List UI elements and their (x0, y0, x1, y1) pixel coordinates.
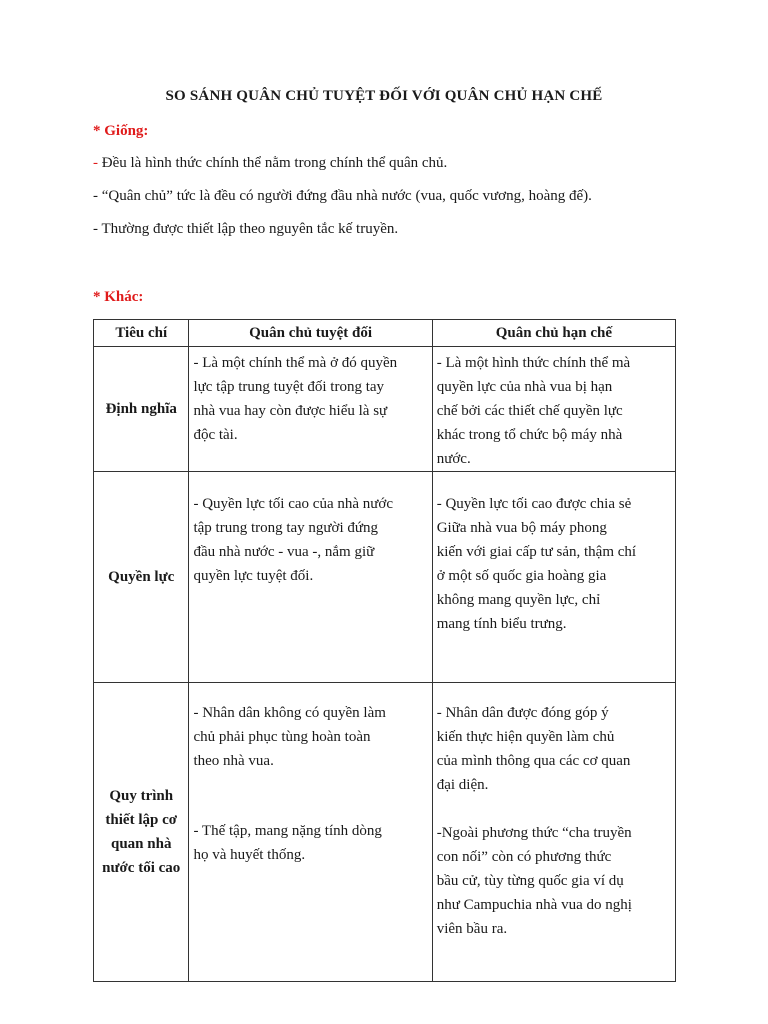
similar-item-text: “Quân chủ” tức là đều có người đứng đầu nhà nước (vua, quốc vương, hoàng đế). (98, 188, 592, 204)
absolute-text-part2: - Thế tập, mang nặng tính dòng họ và huyết thống. (193, 823, 382, 863)
header-criterion: Tiêu chí (94, 320, 189, 347)
criterion-text: Quyền lực (108, 569, 175, 585)
limited-cell (432, 472, 675, 683)
similar-item (93, 221, 398, 238)
bullet-dash: - (93, 188, 98, 204)
limited-text: - Là một hình thức chính thể mà quyền lực của nhà vua bị hạn chế bởi các thiết chế quyền lực khác trong tổ chức bộ máy nhà nước. (436, 355, 631, 467)
spacer (437, 797, 671, 821)
limited-cell (432, 683, 675, 982)
spacer (193, 773, 427, 819)
similar-item (93, 155, 447, 172)
page-title: SO SÁNH QUÂN CHỦ TUYỆT ĐỐI VỚI QUÂN CHỦ HẠN CHẾ (165, 88, 603, 104)
absolute-cell (189, 683, 432, 982)
limited-text: - Quyền lực tối cao được chia sẻ Giữa nhà vua bộ máy phong kiến với giai cấp tư sản, thậm chí ở một số quốc gia hoàng gia không mang quyền lực, chỉ mang tính biểu trưng. (436, 496, 637, 632)
absolute-text: - Là một chính thể mà ở đó quyền lực tập trung tuyệt đối trong tay nhà vua hay còn được hiểu là sự độc tài. (193, 355, 398, 443)
absolute-text-part1: - Nhân dân không có quyền làm chủ phải phục tùng hoàn toàn theo nhà vua. (193, 705, 386, 769)
criterion-cell (94, 472, 189, 683)
bullet-dash: - (93, 155, 98, 171)
limited-text-part2: -Ngoài phương thức “cha truyền con nối” còn có phương thức bầu cử, tùy từng quốc gia ví dụ như Campuchia nhà vua do nghị viên bầu ra. (436, 825, 632, 937)
criterion-text: Quy trình thiết lập cơ quan nhà nước tối cao (102, 788, 181, 876)
similar-item (93, 188, 592, 205)
limited-text-part1: - Nhân dân được đóng góp ý kiến thực hiện quyền làm chủ của mình thông qua các cơ quan đại diện. (436, 705, 631, 793)
similar-item-text: Thường được thiết lập theo nguyên tắc kế truyền. (98, 221, 399, 237)
criterion-cell (94, 683, 189, 982)
comparison-table (93, 319, 676, 982)
table-header-row (94, 320, 676, 347)
limited-cell (432, 347, 675, 472)
absolute-cell (189, 347, 432, 472)
criterion-cell (94, 347, 189, 472)
similar-item-text: Đều là hình thức chính thể nằm trong chính thể quân chủ. (98, 155, 448, 171)
criterion-text: Định nghĩa (105, 401, 177, 417)
similar-heading: * Giống: (93, 123, 149, 139)
header-limited: Quân chủ hạn chế (432, 320, 675, 347)
absolute-text: - Quyền lực tối cao của nhà nước tập trung trong tay người đứng đầu nhà nước - vua -, nắm giữ quyền lực tuyệt đối. (193, 496, 393, 584)
header-absolute: Quân chủ tuyệt đối (189, 320, 432, 347)
table-row (94, 347, 676, 472)
table-row (94, 472, 676, 683)
bullet-dash: - (93, 221, 98, 237)
table-row (94, 683, 676, 982)
absolute-cell (189, 472, 432, 683)
different-heading: * Khác: (93, 289, 144, 305)
